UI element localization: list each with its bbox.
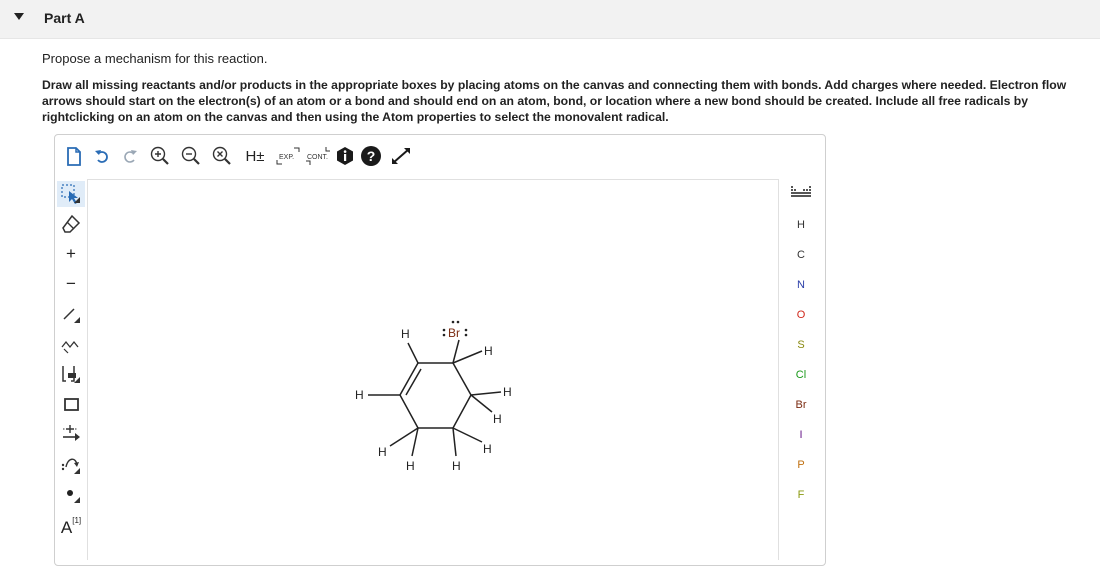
expand-button[interactable]	[275, 143, 301, 169]
atom-h[interactable]: H	[503, 385, 512, 399]
atom-map-sup: [1]	[72, 515, 82, 525]
atom-h[interactable]: H	[406, 459, 415, 473]
new-document-icon[interactable]	[63, 143, 85, 169]
zoom-out-icon[interactable]	[179, 143, 203, 169]
atom-h[interactable]: H	[483, 442, 492, 456]
element-button-i[interactable]: I	[799, 429, 803, 441]
ring-bond[interactable]	[453, 395, 471, 428]
element-button-cl[interactable]: Cl	[795, 369, 807, 381]
molecule-drawing	[88, 180, 778, 560]
redo-icon[interactable]	[119, 143, 141, 169]
electron-flow-arrow-icon[interactable]	[57, 451, 85, 477]
reset-zoom-icon[interactable]	[210, 143, 234, 169]
eraser-tool-icon[interactable]	[57, 211, 85, 237]
collapse-caret-icon[interactable]	[14, 13, 24, 20]
bond-h-c1[interactable]	[453, 351, 482, 363]
bond-c-br[interactable]	[453, 340, 459, 363]
drawing-instructions: Draw all missing reactants and/or products in the appropriate boxes by placing atoms on the canvas and connecting them with bonds. Add charges where needed. Electron flow arrows should start on the electron(s) of an atom or a bond and should end on an atom, bond, or location where a new bond should be created. Include all free radicals by rightclicking on an atom on the canvas and then using the Atom properties to select the monovalent radical.	[42, 78, 1067, 124]
bond-h-top[interactable]	[408, 343, 418, 363]
lasso-select-tool[interactable]	[57, 181, 85, 207]
positive-charge-tool[interactable]: +	[66, 244, 76, 263]
atom-h[interactable]: H	[452, 459, 461, 473]
part-header[interactable]	[0, 0, 1100, 39]
atom-map-tool[interactable]	[57, 509, 85, 539]
contract-label: CONT.	[307, 154, 328, 161]
ring-bond[interactable]	[400, 395, 418, 428]
ring-double-bond-inner[interactable]	[406, 369, 421, 395]
atom-h[interactable]: H	[401, 327, 410, 341]
chain-tool-icon[interactable]	[57, 331, 85, 357]
box-tool-icon[interactable]	[57, 391, 85, 417]
undo-icon[interactable]	[91, 143, 113, 169]
bond-h-c4a[interactable]	[412, 428, 418, 456]
atom-h[interactable]: H	[493, 412, 502, 426]
drawing-canvas[interactable]	[87, 179, 779, 560]
ring-bond[interactable]	[453, 363, 471, 395]
reaction-arrow-tool-icon[interactable]	[57, 421, 85, 447]
element-button-c[interactable]: C	[797, 249, 805, 261]
element-button-s[interactable]: S	[797, 339, 805, 351]
atom-h[interactable]: H	[378, 445, 387, 459]
element-button-br[interactable]: Br	[795, 399, 807, 411]
template-tool-icon[interactable]	[57, 361, 85, 387]
atom-bromine[interactable]: Br	[448, 326, 460, 340]
element-panel	[778, 179, 824, 565]
zoom-in-icon[interactable]	[148, 143, 172, 169]
negative-charge-tool[interactable]: −	[66, 274, 76, 293]
periodic-table-icon[interactable]	[778, 185, 824, 202]
atom-h[interactable]: H	[355, 388, 364, 402]
element-button-f[interactable]: F	[797, 489, 805, 501]
atom-h[interactable]: H	[484, 344, 493, 358]
contract-button[interactable]	[304, 143, 332, 169]
expand-label: EXP.	[279, 154, 295, 161]
element-button-o[interactable]: O	[796, 309, 806, 321]
molecule-editor	[54, 134, 826, 566]
left-toolbar	[55, 177, 87, 567]
element-button-h[interactable]: H	[797, 219, 805, 231]
hydrogen-toggle-button[interactable]: H±	[245, 147, 265, 165]
question-prompt: Propose a mechanism for this reaction.	[42, 51, 268, 66]
bond-h-c3a[interactable]	[453, 428, 482, 442]
bond-h-c3b[interactable]	[453, 428, 456, 456]
radical-tool-icon[interactable]	[57, 481, 85, 507]
part-title: Part A	[44, 10, 85, 26]
bond-h-c2a[interactable]	[471, 392, 501, 395]
bond-h-c2b[interactable]	[471, 395, 492, 412]
element-button-p[interactable]: P	[797, 459, 805, 471]
single-bond-tool-icon[interactable]	[57, 301, 85, 327]
bond-h-c4b[interactable]	[390, 428, 418, 446]
atom-map-letter: A	[60, 518, 73, 537]
help-icon[interactable]	[359, 143, 383, 169]
top-toolbar	[55, 135, 825, 177]
help-label: ?	[366, 148, 376, 164]
info-icon[interactable]	[334, 143, 356, 169]
fullscreen-icon[interactable]	[388, 143, 414, 169]
element-button-n[interactable]: N	[797, 279, 805, 291]
